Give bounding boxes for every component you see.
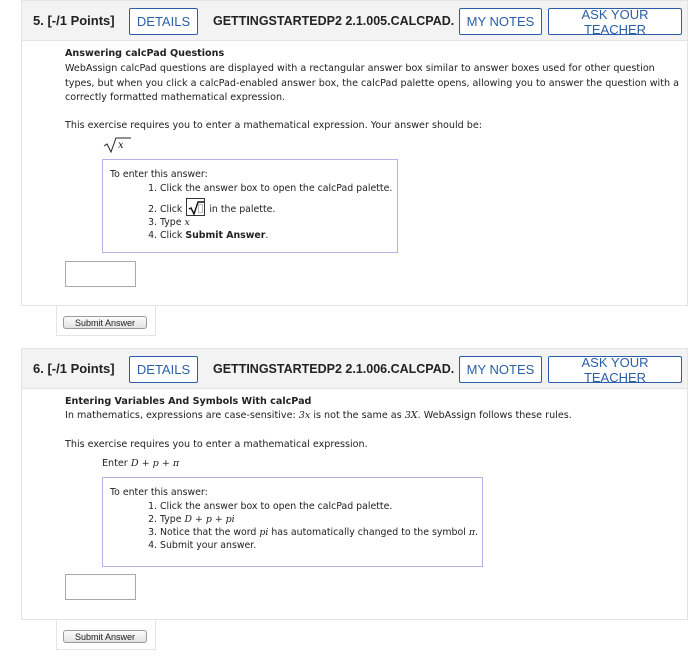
step-2: 2. Type D + p + pi	[160, 513, 478, 526]
step-4: 4. Submit your answer.	[160, 539, 478, 552]
details-button[interactable]: DETAILS	[129, 8, 198, 35]
sqrt-expression	[103, 136, 133, 154]
question-body	[22, 41, 687, 305]
question-header	[22, 349, 687, 389]
step-1: 1. Click the answer box to open the calcPad palette.	[160, 182, 392, 195]
question-code: GETTINGSTARTEDP2 2.1.006.CALCPAD.	[213, 362, 455, 376]
enter-expression: Enter D + p + π	[102, 458, 180, 469]
question-header	[22, 1, 687, 41]
ask-your-teacher-button[interactable]: ASK YOUR TEACHER	[548, 8, 682, 35]
submit-answer-button[interactable]: Submit Answer	[63, 630, 147, 643]
instruction-box	[102, 477, 483, 567]
my-notes-button[interactable]: MY NOTES	[459, 356, 542, 383]
question-body	[22, 389, 687, 619]
instruction-steps	[146, 500, 478, 552]
instruction-box	[102, 159, 398, 253]
intro-text: WebAssign calcPad questions are displayed with a rectangular answer box similar to answer boxes used for other question types, but when you click a calcPad-enabled answer box, the calcPad palette opens, allowing you to answer the question with a correctly formatted mathematical expression.	[65, 63, 679, 103]
answer-input[interactable]	[65, 574, 136, 600]
step-4: 4. Click Submit Answer.	[160, 229, 392, 242]
instructions-heading: To enter this answer:	[110, 169, 208, 180]
question-number: 5. [-/1 Points]	[33, 13, 115, 28]
sqrt-palette-button-icon	[186, 198, 205, 216]
question-card-6	[21, 348, 688, 620]
step-2: 2. Click in the palette.	[160, 198, 392, 219]
question-card-5	[21, 0, 688, 306]
answer-input[interactable]	[65, 261, 136, 287]
question-number: 6. [-/1 Points]	[33, 361, 115, 376]
my-notes-button[interactable]: MY NOTES	[459, 8, 542, 35]
exercise-text: This exercise requires you to enter a mathematical expression. Your answer should be:	[65, 120, 483, 131]
section-title: Answering calcPad Questions	[65, 48, 225, 59]
submit-answer-button[interactable]: Submit Answer	[63, 316, 147, 329]
step-3: 3. Notice that the word pi has automatically changed to the symbol π.	[160, 526, 478, 539]
sqrt-variable: x	[118, 140, 124, 151]
question-code: GETTINGSTARTEDP2 2.1.005.CALCPAD.	[213, 14, 455, 28]
section-title: Entering Variables And Symbols With calcPad	[65, 396, 312, 407]
instructions-heading: To enter this answer:	[110, 487, 208, 498]
details-button[interactable]: DETAILS	[129, 356, 198, 383]
step-1: 1. Click the answer box to open the calcPad palette.	[160, 500, 478, 513]
step-3: 3. Type x	[160, 216, 392, 229]
exercise-text: This exercise requires you to enter a mathematical expression.	[65, 439, 368, 450]
ask-your-teacher-button[interactable]: ASK YOUR TEACHER	[548, 356, 682, 383]
instruction-steps	[146, 182, 392, 242]
intro-text: In mathematics, expressions are case-sensitive: 3x is not the same as 3X. WebAssign follows these rules.	[65, 410, 572, 421]
